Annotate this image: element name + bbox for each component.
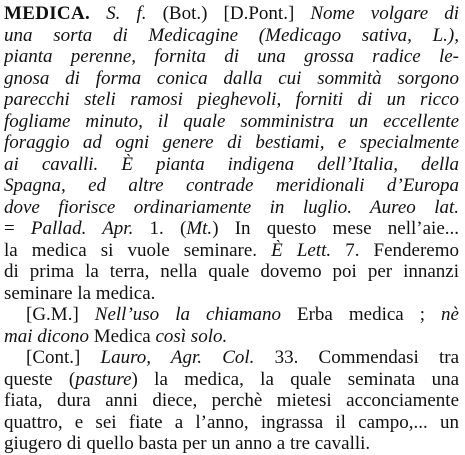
note-text: nè xyxy=(441,304,459,325)
note-text: mai dicono xyxy=(4,325,89,347)
spacer xyxy=(90,3,106,24)
quote-text: ) la medica, la quale seminata una xyxy=(131,368,459,390)
definition-line-2: una sorta di Medicagine (Medicago sativa, L.), xyxy=(4,24,459,46)
cont-citation-line-3: fiata, dura anni diece, perchè mietesi acconciamente xyxy=(4,390,459,411)
definition-line-1 xyxy=(4,3,459,25)
quote-text: 7. Fenderemo xyxy=(331,239,459,261)
domain-tag: (Bot.) [D.Pont.] xyxy=(146,3,311,24)
note-term: Medica xyxy=(88,325,156,347)
definition-line-7: foraggio ad ogni genere di bestiami, e specialmente xyxy=(4,132,459,153)
definition-line-8: ai cavalli. È pianta indigena dell’Italia, della xyxy=(4,153,459,175)
source-edition: Mt. xyxy=(186,218,213,239)
definition-line-10: dove fiorisce ordinariamente in luglio. Aureo lat. xyxy=(4,196,459,218)
note-term: Erba medica ; xyxy=(280,304,442,325)
editor-tag: [G.M.] xyxy=(26,304,95,325)
definition-line-9: Spagna, ed altre contrade meridionali d’Europa xyxy=(4,175,459,196)
source-ref: Pallad. Apr. xyxy=(30,218,134,239)
note-text: così solo. xyxy=(155,325,228,347)
editor-tag: [Cont.] xyxy=(26,347,101,368)
cont-citation-line-1 xyxy=(4,347,459,369)
cont-citation-line-2 xyxy=(4,369,459,391)
source-num: 1. ( xyxy=(133,218,187,239)
definition-line-6: fogliame minuto, il quale somministra un eccellente xyxy=(4,110,459,132)
quote-text: ) In questo mese nell’aie... xyxy=(212,218,459,239)
cont-citation-line-5: giugero di quello basta per un anno a tre cavalli. xyxy=(4,433,371,454)
cross-ref-mark: = xyxy=(4,218,31,239)
citation-1-line-2 xyxy=(4,240,459,262)
definition-text: Nome volgare di xyxy=(310,3,459,24)
cont-citation-line-4: quattro, e sei fiate a l’anno, ingrassa il campo,... un xyxy=(4,411,459,433)
citation-1-line-3: di prima la terra, nella quale dovemo poi per innanzi xyxy=(4,261,459,282)
definition-line-3: pianta perenne, fornita di una grossa radice le- xyxy=(4,46,459,67)
definition-line-5: parecchi steli ramosi pieghevoli, forniti di un ricco xyxy=(4,89,459,110)
quote-text: la medica si vuole seminare. xyxy=(4,239,258,261)
quote-text: 33. Commendasi tra xyxy=(254,347,459,368)
source-ref: È Lett. xyxy=(271,239,332,261)
source-ref: Lauro, Agr. Col. xyxy=(100,347,255,368)
citation-1-line-4: seminare la medica. xyxy=(4,282,156,304)
definition-line-4: gnosa di forma conica dalla cui sommità sorgono xyxy=(4,67,459,89)
gm-note-line-1 xyxy=(4,304,459,326)
gm-note-line-2 xyxy=(4,326,459,348)
gloss-term: pasture xyxy=(75,368,132,390)
note-text: Nell’uso la chiamano xyxy=(94,304,281,325)
citation-1-line-1 xyxy=(4,218,459,240)
quote-text: queste ( xyxy=(4,368,76,390)
grammar-abbrev: S. f. xyxy=(106,3,147,24)
headword: MEDICA. xyxy=(4,3,91,24)
